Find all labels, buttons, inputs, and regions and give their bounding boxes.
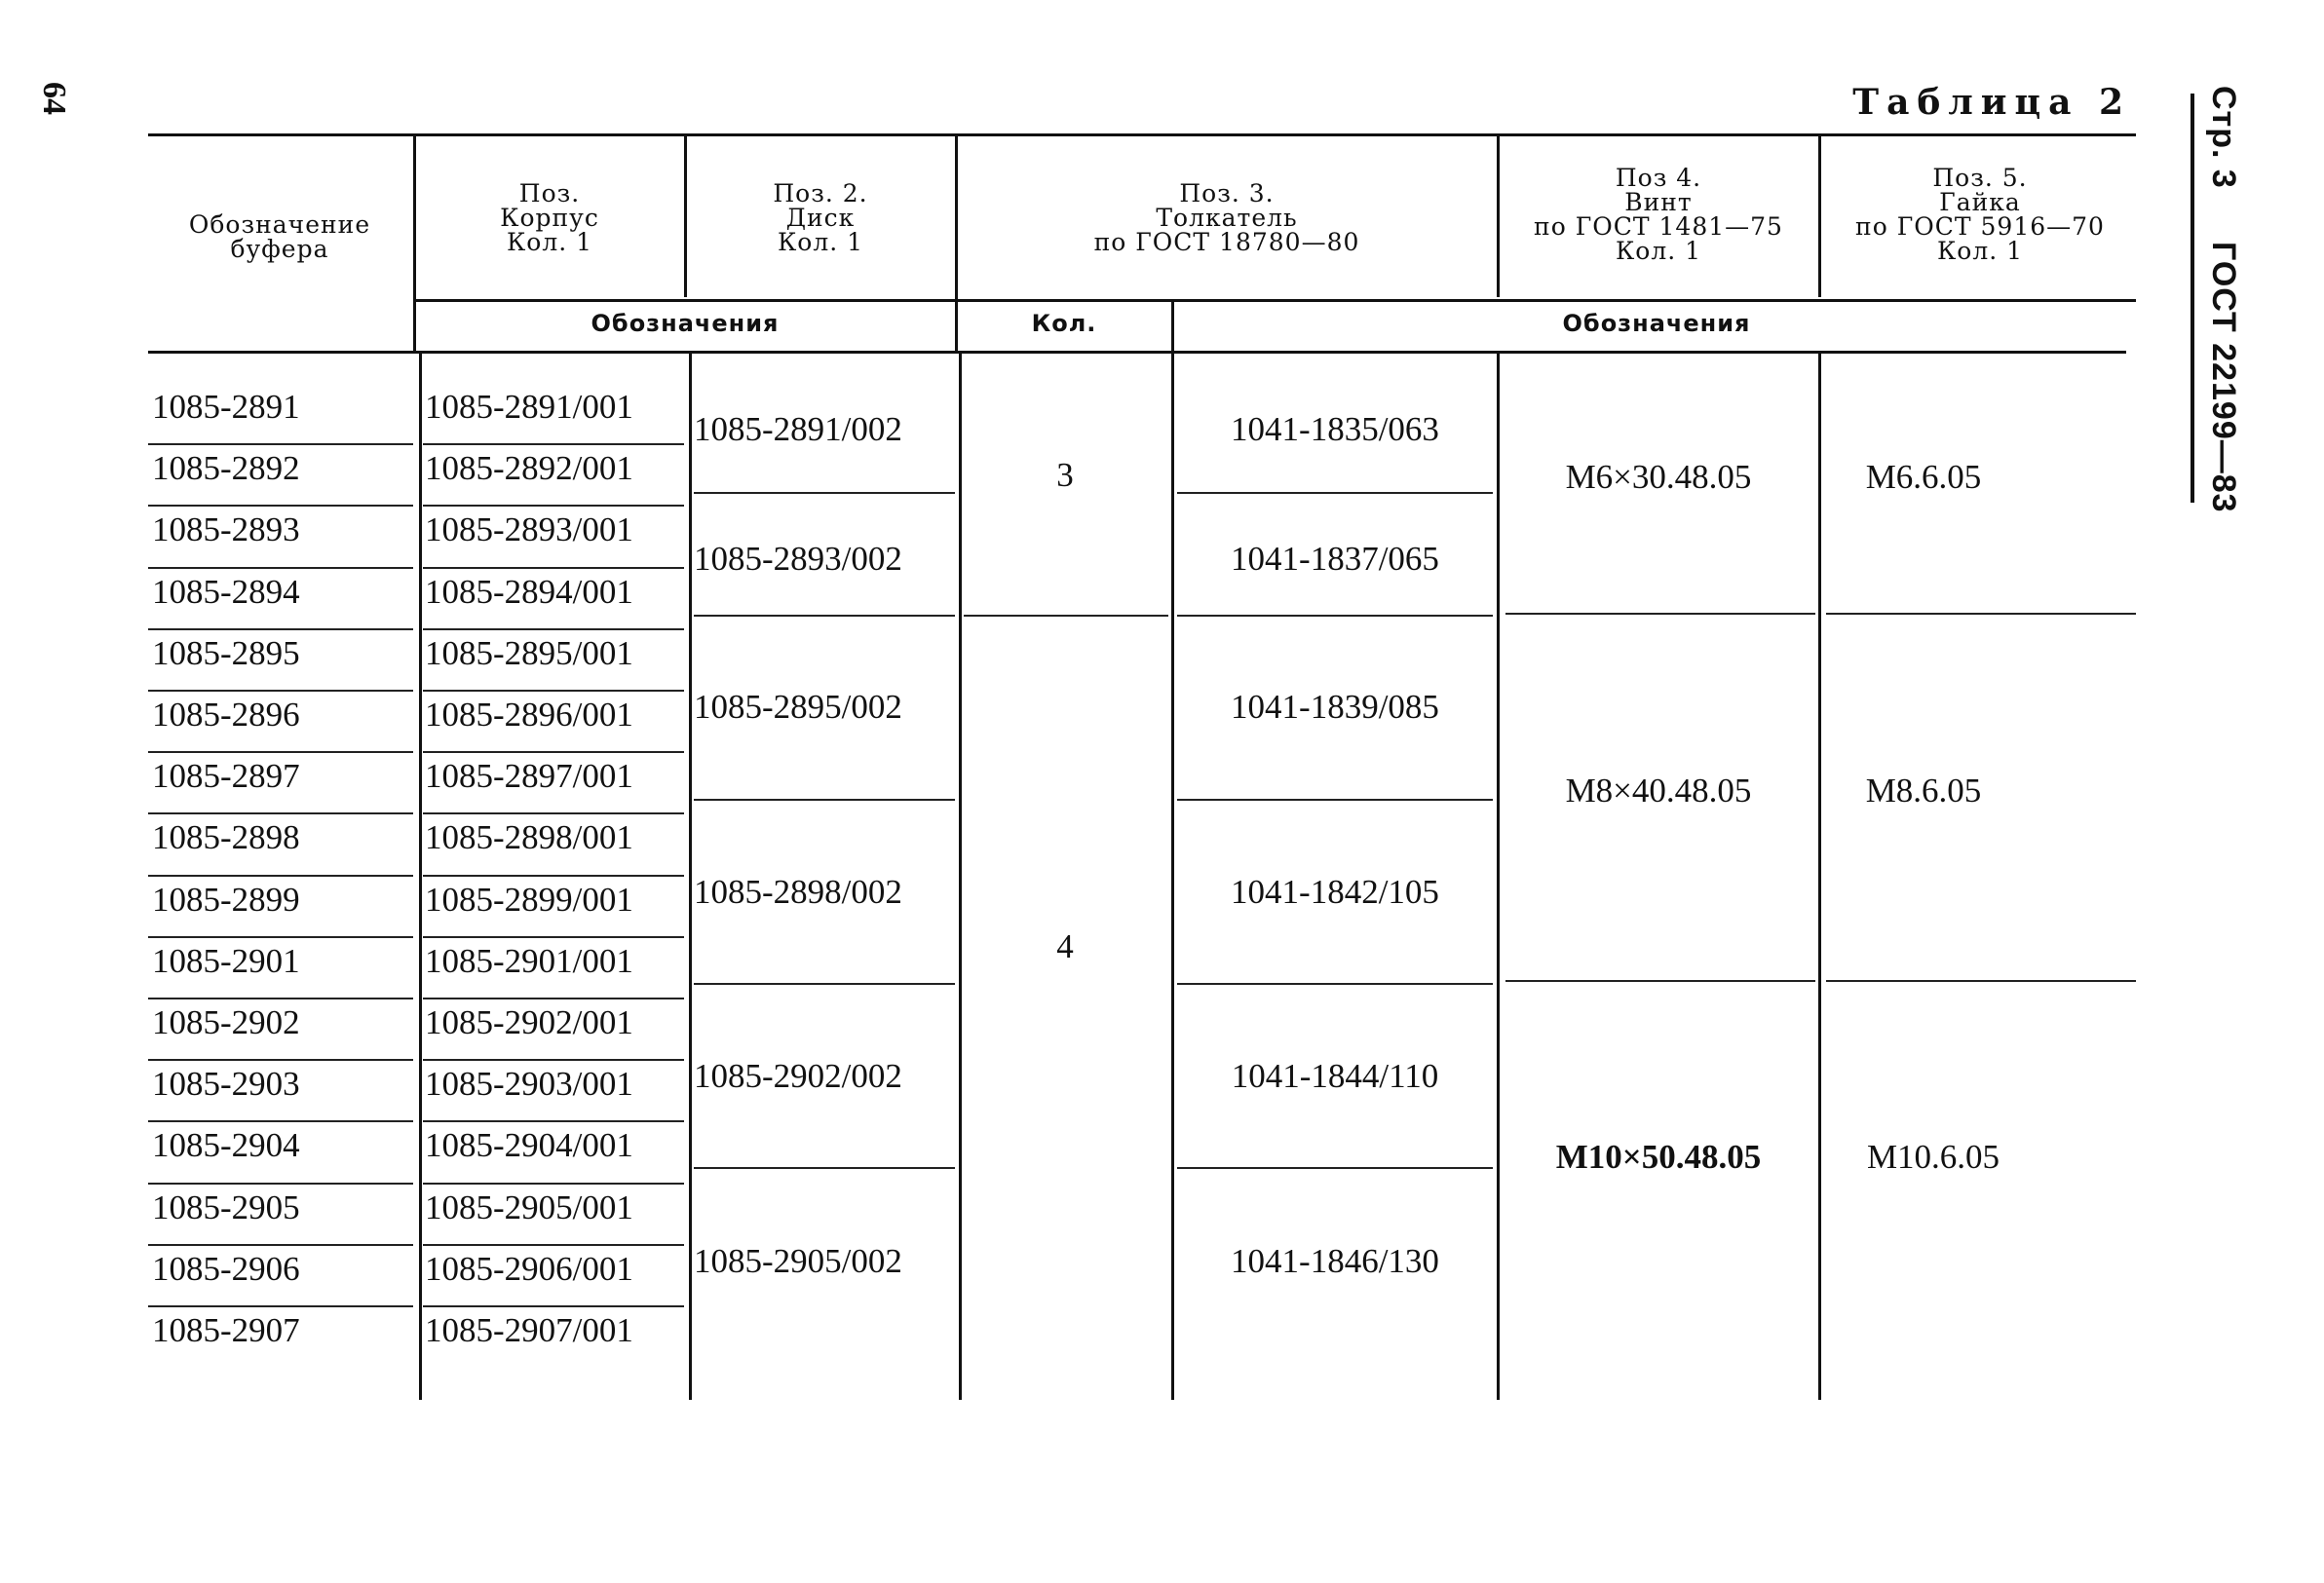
header-nut-line-1: Поз. 5. — [1932, 164, 2028, 192]
disk-rule-3 — [694, 799, 955, 801]
subheader-designations-right: Обозначения — [1562, 310, 1751, 337]
buffer-designation: 1085-2891 — [152, 388, 300, 426]
buffer-designation: 1085-2894 — [152, 573, 300, 611]
row-rule — [423, 505, 684, 507]
buffer-designation: 1085-2899 — [152, 881, 300, 919]
nut-rule-1 — [1826, 613, 2136, 615]
nut-cell-3: M10.6.05 — [1866, 1138, 2000, 1176]
disk-rule-5 — [694, 1167, 955, 1169]
side-header — [2204, 86, 2242, 556]
buffer-designation: 1085-2896 — [152, 696, 300, 734]
disk-rule-2 — [694, 615, 955, 617]
nut-cell-2: M8.6.05 — [1865, 772, 1982, 810]
header-screw-line-2: Винт — [1624, 188, 1693, 216]
housing-designation: 1085-2906/001 — [425, 1250, 633, 1288]
qty-rule-1 — [964, 615, 1168, 617]
housing-designation: 1085-2903/001 — [425, 1065, 633, 1103]
buffer-designation: 1085-2902 — [152, 1003, 300, 1041]
housing-designation: 1085-2892/001 — [425, 449, 633, 487]
header-disk-line-1: Поз. 2. — [773, 179, 868, 207]
header-screw — [1500, 166, 1817, 263]
row-rule — [148, 567, 413, 569]
housing-designation: 1085-2898/001 — [425, 818, 633, 856]
row-rule — [423, 936, 684, 938]
screw-cell-2: M8×40.48.05 — [1565, 772, 1752, 810]
page-number: 64 — [36, 82, 72, 115]
buffer-designation: 1085-2904 — [152, 1126, 300, 1164]
header-nut-line-3: по ГОСТ 5916—70 — [1855, 212, 2105, 241]
row-rule — [148, 628, 413, 630]
row-rule — [148, 812, 413, 814]
body-vline-6 — [1818, 353, 1821, 1400]
buffer-designation: 1085-2893 — [152, 510, 300, 548]
row-rule — [423, 628, 684, 630]
nut-cell-1: M6.6.05 — [1865, 458, 1982, 496]
body-vline-1 — [419, 353, 422, 1400]
header-nut — [1821, 166, 2139, 263]
pusher-cell-2: 1041-1837/065 — [1231, 540, 1439, 578]
disk-cell-5: 1085-2902/002 — [694, 1057, 902, 1095]
row-rule — [148, 998, 413, 999]
buffer-designation: 1085-2895 — [152, 634, 300, 672]
side-page-label: Стр. 3 — [2205, 86, 2242, 189]
disk-cell-3: 1085-2895/002 — [694, 688, 902, 726]
row-rule — [423, 751, 684, 753]
row-rule — [148, 690, 413, 692]
buffer-designation: 1085-2903 — [152, 1065, 300, 1103]
row-rule — [423, 567, 684, 569]
subheader-designations-left: Обозначения — [591, 310, 780, 337]
side-bar — [2191, 94, 2194, 503]
row-rule — [148, 505, 413, 507]
subheader-qty: Кол. — [1031, 310, 1097, 337]
header-pusher-line-1: Поз. 3. — [1179, 179, 1275, 207]
disk-rule-4 — [694, 983, 955, 985]
side-standard-label: ГОСТ 22199—83 — [2205, 242, 2242, 513]
header-screw-line-4: Кол. 1 — [1615, 237, 1702, 265]
header-housing-line-2: Корпус — [500, 204, 599, 232]
header-buffer — [148, 212, 411, 261]
header-nut-line-2: Гайка — [1939, 188, 2021, 216]
row-rule — [148, 751, 413, 753]
nut-rule-2 — [1826, 980, 2136, 982]
housing-designation: 1085-2894/001 — [425, 573, 633, 611]
header-disk — [687, 181, 954, 254]
housing-designation: 1085-2895/001 — [425, 634, 633, 672]
buffer-designation: 1085-2901 — [152, 942, 300, 980]
table-caption: Таблица 2 — [1852, 82, 2131, 123]
housing-designation: 1085-2891/001 — [425, 388, 633, 426]
pusher-cell-3: 1041-1839/085 — [1231, 688, 1439, 726]
header-buffer-line-2: буфера — [230, 235, 329, 263]
housing-designation: 1085-2907/001 — [425, 1311, 633, 1349]
row-rule — [148, 1183, 413, 1185]
header-screw-line-3: по ГОСТ 1481—75 — [1534, 212, 1783, 241]
row-rule — [423, 690, 684, 692]
pusher-cell-6: 1041-1846/130 — [1231, 1242, 1439, 1280]
housing-designation: 1085-2902/001 — [425, 1003, 633, 1041]
header-bottom-rule — [148, 351, 2126, 354]
pusher-cell-1: 1041-1835/063 — [1231, 410, 1439, 448]
body-vline-5 — [1497, 353, 1500, 1400]
row-rule — [148, 1059, 413, 1061]
disk-cell-4: 1085-2898/002 — [694, 873, 902, 911]
housing-designation: 1085-2896/001 — [425, 696, 633, 734]
row-rule — [148, 1120, 413, 1122]
header-disk-line-2: Диск — [785, 204, 856, 232]
buffer-designation: 1085-2907 — [152, 1311, 300, 1349]
housing-designation: 1085-2897/001 — [425, 757, 633, 795]
buffer-designation: 1085-2906 — [152, 1250, 300, 1288]
row-rule — [423, 1305, 684, 1307]
header-screw-line-1: Поз 4. — [1615, 164, 1702, 192]
pusher-rule-2 — [1177, 615, 1493, 617]
body-vline-2 — [689, 353, 692, 1400]
row-rule — [423, 1244, 684, 1246]
screw-rule-1 — [1505, 613, 1815, 615]
pusher-qty-1: 3 — [1056, 456, 1074, 494]
row-rule — [148, 1244, 413, 1246]
disk-cell-6: 1085-2905/002 — [694, 1242, 902, 1280]
header-housing-line-3: Кол. 1 — [506, 228, 593, 256]
disk-cell-1: 1085-2891/002 — [694, 410, 902, 448]
row-rule — [423, 1120, 684, 1122]
row-rule — [423, 812, 684, 814]
screw-cell-3: M10×50.48.05 — [1555, 1138, 1762, 1176]
header-sub-rule — [414, 299, 2136, 302]
row-rule — [148, 936, 413, 938]
disk-rule-1 — [694, 492, 955, 494]
screw-cell-1: M6×30.48.05 — [1565, 458, 1752, 496]
header-pusher-line-3: по ГОСТ 18780—80 — [1093, 228, 1360, 256]
table-top-rule — [148, 133, 2136, 136]
row-rule — [148, 443, 413, 445]
row-rule — [423, 998, 684, 999]
row-rule — [423, 443, 684, 445]
buffer-designation: 1085-2897 — [152, 757, 300, 795]
buffer-designation: 1085-2898 — [152, 818, 300, 856]
header-nut-line-4: Кол. 1 — [1936, 237, 2024, 265]
header-pusher — [958, 181, 1496, 254]
pusher-cell-5: 1041-1844/110 — [1231, 1057, 1439, 1095]
buffer-designation: 1085-2892 — [152, 449, 300, 487]
row-rule — [423, 1059, 684, 1061]
pusher-rule-4 — [1177, 983, 1493, 985]
row-rule — [148, 875, 413, 877]
screw-rule-2 — [1505, 980, 1815, 982]
buffer-designation: 1085-2905 — [152, 1188, 300, 1226]
header-disk-line-3: Кол. 1 — [777, 228, 864, 256]
header-buffer-line-1: Обозначение — [188, 210, 371, 239]
row-rule — [423, 875, 684, 877]
body-vline-3 — [959, 353, 962, 1400]
pusher-rule-5 — [1177, 1167, 1493, 1169]
disk-cell-2: 1085-2893/002 — [694, 540, 902, 578]
pusher-rule-3 — [1177, 799, 1493, 801]
row-rule — [423, 1183, 684, 1185]
header-housing — [416, 181, 683, 254]
housing-designation: 1085-2901/001 — [425, 942, 633, 980]
header-housing-line-1: Поз. — [518, 179, 581, 207]
housing-designation: 1085-2905/001 — [425, 1188, 633, 1226]
housing-designation: 1085-2904/001 — [425, 1126, 633, 1164]
header-pusher-line-2: Толкатель — [1156, 204, 1298, 232]
pusher-rule-1 — [1177, 492, 1493, 494]
row-rule — [148, 1305, 413, 1307]
housing-designation: 1085-2899/001 — [425, 881, 633, 919]
pusher-cell-4: 1041-1842/105 — [1231, 873, 1439, 911]
housing-designation: 1085-2893/001 — [425, 510, 633, 548]
pusher-qty-2: 4 — [1056, 927, 1074, 965]
